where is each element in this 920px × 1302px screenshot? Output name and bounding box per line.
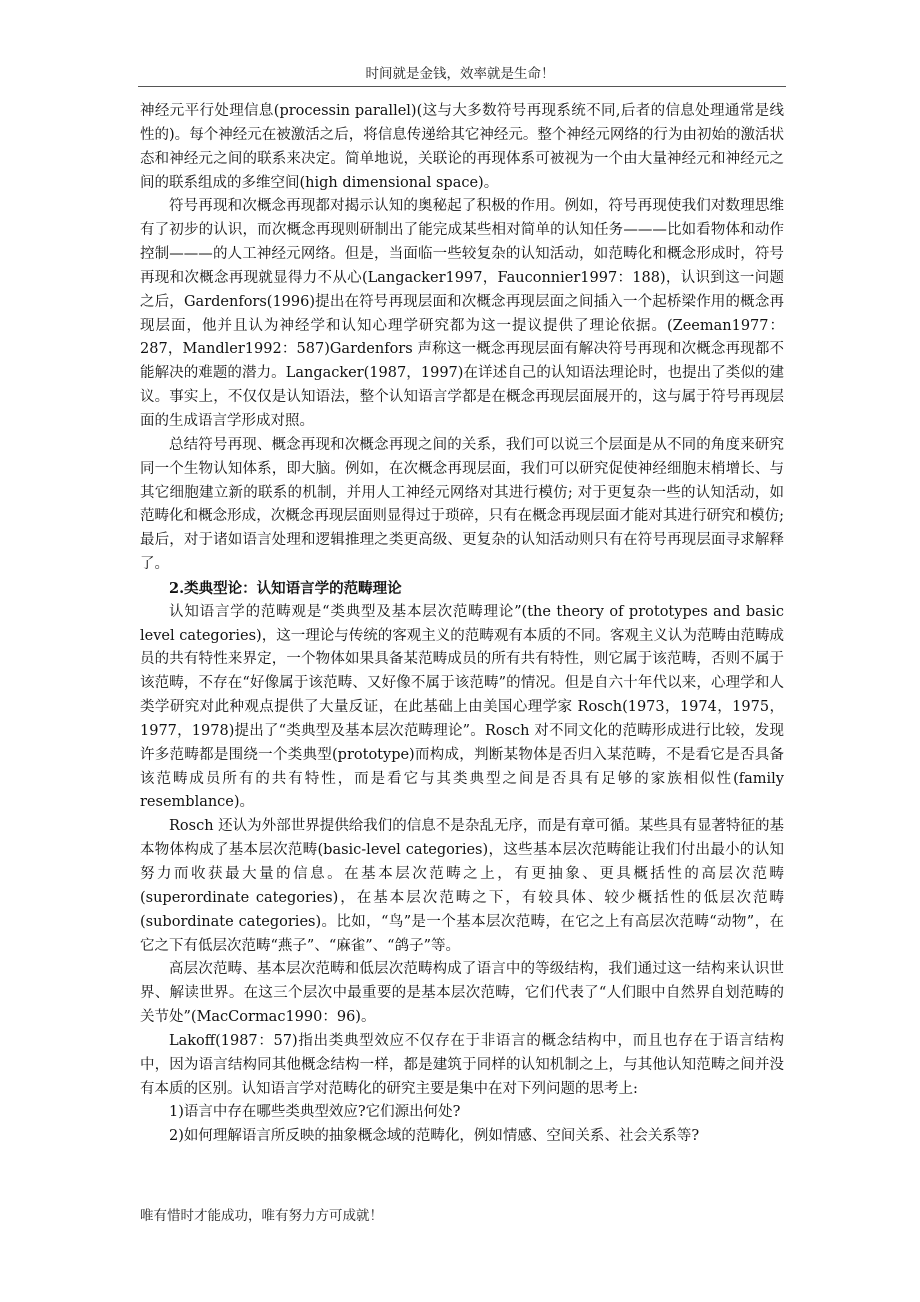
paragraph: 符号再现和次概念再现都对揭示认知的奥秘起了积极的作用。例如，符号再现使我们对数理思维有了初步的认识，而次概念再现则研制出了能完成某些相对简单的认知任务———比如看物体和动作控制———的人工神经元网络。但是，当面临一些较复杂的认知活动，如范畴化和概念形成时，符号再现和次概念再现就显得力不从心(Langacker1997，Fauconnier1997：188)，认识到这一问题之后，Gardenfors(1996)提出在符号再现层面和次概念再现层面之间插入一个起桥梁作用的概念再现层面，他并且认为神经学和认知心理学研究都为这一提议提供了理论依据。(Zeeman1977：287，Mandler1992：587)Gardenfors 声称这一概念再现层面有解决符号再现和次概念再现都不能解决的难题的潜力。Langacker(1987，1997)在详述自己的认知语法理论时，也提出了类似的建议。事实上，不仅仅是认知语法，整个认知语言学都是在概念再现层面展开的，这与属于符号再现层面的生成语言学形成对照。	[140, 198, 784, 429]
page-header: 时间就是金钱，效率就是生命！	[365, 66, 555, 82]
section-heading: 2.类典型论：认知语言学的范畴理论	[169, 579, 402, 597]
list-item: 1)语言中存在哪些类典型效应?它们源出何处?	[169, 1104, 461, 1121]
paragraph: Lakoff(1987：57)指出类典型效应不仅存在于非语言的概念结构中，而且也存在于语言结构中，因为语言结构同其他概念结构一样，都是建筑于同样的认知机制之上，与其他认知范畴之间并没有本质的区别。认知语言学对范畴化的研究主要是集中在对下列问题的思考上:	[140, 1032, 784, 1097]
paragraph: 总结符号再现、概念再现和次概念再现之间的关系，我们可以说三个层面是从不同的角度来研究同一个生物认知体系，即大脑。例如，在次概念再现层面，我们可以研究促使神经细胞末梢增长、与其它细胞建立新的联系的机制，并用人工神经元网络对其进行模仿; 对于更复杂一些的认知活动，如范畴化和概念形成，次概念再现层面则显得过于琐碎，只有在概念再现层面才能对其进行研究和模仿; 最后，对于诸如语言处理和逻辑推理之类更高级、更复杂的认知活动则只有在符号再现层面寻求解释了。	[140, 436, 784, 573]
list-item: 2)如何理解语言所反映的抽象概念域的范畴化，例如情感、空间关系、社会关系等?	[169, 1128, 700, 1145]
header-divider	[138, 86, 786, 87]
paragraph-continued: 神经元平行处理信息(processin parallel)(这与大多数符号再现系统不同,后者的信息处理通常是线性的)。每个神经元在被激活之后，将信息传递给其它神经元。整个神经元网络的行为由初始的激活状态和神经元之间的联系来决定。简单地说，关联论的再现体系可被视为一个由大量神经元和神经元之间的联系组成的多维空间(high dimensional space)。	[140, 103, 784, 191]
paragraph: 高层次范畴、基本层次范畴和低层次范畴构成了语言中的等级结构，我们通过这一结构来认识世界、解读世界。在这三个层次中最重要的是基本层次范畴，它们代表了“人们眼中自然界自划范畴的关节处”(MacCormac1990：96)。	[140, 961, 784, 1026]
paragraph: Rosch 还认为外部世界提供给我们的信息不是杂乱无序，而是有章可循。某些具有显著特征的基本物体构成了基本层次范畴(basic-level categories)，这些基本层次范畴能让我们付出最小的认知努力而收获最大量的信息。在基本层次范畴之上，有更抽象、更具概括性的高层次范畴(superordinate categories)，在基本层次范畴之下，有较具体、较少概括性的低层次范畴(subordinate categories)。比如，“鸟”是一个基本层次范畴，在它之上有高层次范畴“动物”，在它之下有低层次范畴“燕子”、“麻雀”、“鸽子”等。	[140, 818, 784, 954]
document-body	[140, 100, 784, 1149]
page-footer: 唯有惜时才能成功，唯有努力方可成就！	[140, 1208, 383, 1224]
paragraph: 认知语言学的范畴观是“类典型及基本层次范畴理论”(the theory of prototypes and basic level categories)，这一理论与传统的客观主义的范畴观有本质的不同。客观主义认为范畴由范畴成员的共有特性来界定，一个物体如果具备某范畴成员的所有共有特性，则它属于该范畴，否则不属于该范畴，不存在“好像属于该范畴、又好像不属于该范畴”的情况。但是自六十年代以来，心理学和人类学研究对此种观点提供了大量反证，在此基础上由美国心理学家 Rosch(1973，1974，1975，1977，1978)提出了“类典型及基本层次范畴理论”。Rosch 对不同文化的范畴形成进行比较，发现许多范畴都是围绕一个类典型(prototype)而构成，判断某物体是否归入某范畴，不是看它是否具备该范畴成员所有的共有特性，而是看它与其类典型之间是否具有足够的家族相似性(family resemblance)。	[140, 603, 784, 811]
